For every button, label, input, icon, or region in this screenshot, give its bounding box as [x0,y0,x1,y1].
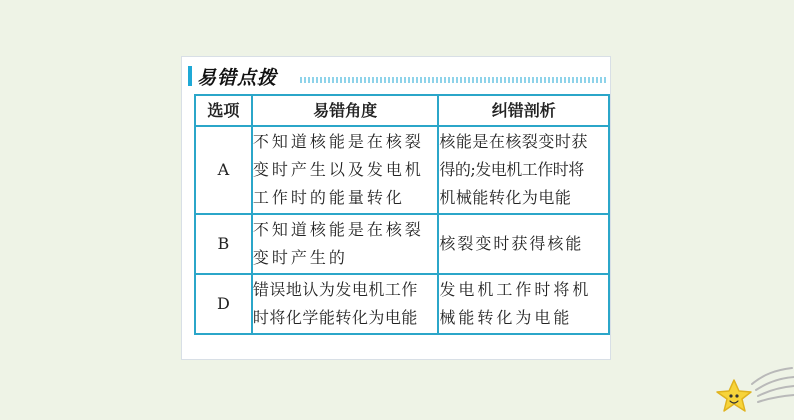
text-line: 得的;发电机工作时将 [439,160,584,179]
text-line: 核能是在核裂变时获 [439,132,588,151]
column-header-error-angle: 易错角度 [252,95,439,126]
table-row [195,274,609,334]
error-analysis-table [194,94,610,335]
title-dotted-rule [300,77,606,83]
row-a-error-angle [252,126,439,214]
table-header-row [195,95,609,126]
card-header [188,64,277,88]
table-row [195,126,609,214]
row-b-error-angle [252,214,439,274]
title-accent-bar [188,66,192,86]
row-d-error-angle [252,274,439,334]
text-line: 工作时的能量转化 [252,188,405,207]
text-line: 变时产生以及发电机 [252,160,424,179]
row-b-correction [438,214,609,274]
text-line: 变时产生的 [252,248,348,267]
text-line: 错误地认为发电机工作 [252,280,418,299]
text-line: 时将化学能转化为电能 [252,308,418,327]
column-header-option: 选项 [195,95,252,126]
shooting-star-icon [712,362,794,420]
text-line: 核裂变时获得核能 [439,234,584,253]
text-line: 不知道核能是在核裂 [252,220,424,239]
card-title: 易错点拨 [197,66,278,89]
text-line: 械能转化为电能 [439,308,573,327]
row-option-a: A [195,126,252,214]
table-row [195,214,609,274]
text-line: 不知道核能是在核裂 [252,132,424,151]
text-line: 发电机工作时将机 [439,280,592,299]
row-d-correction [438,274,609,334]
text-line: 机械能转化为电能 [439,188,572,207]
row-option-b: B [195,214,252,274]
row-a-correction [438,126,609,214]
tip-card [182,57,610,359]
column-header-correction: 纠错剖析 [438,95,609,126]
row-option-d: D [195,274,252,334]
